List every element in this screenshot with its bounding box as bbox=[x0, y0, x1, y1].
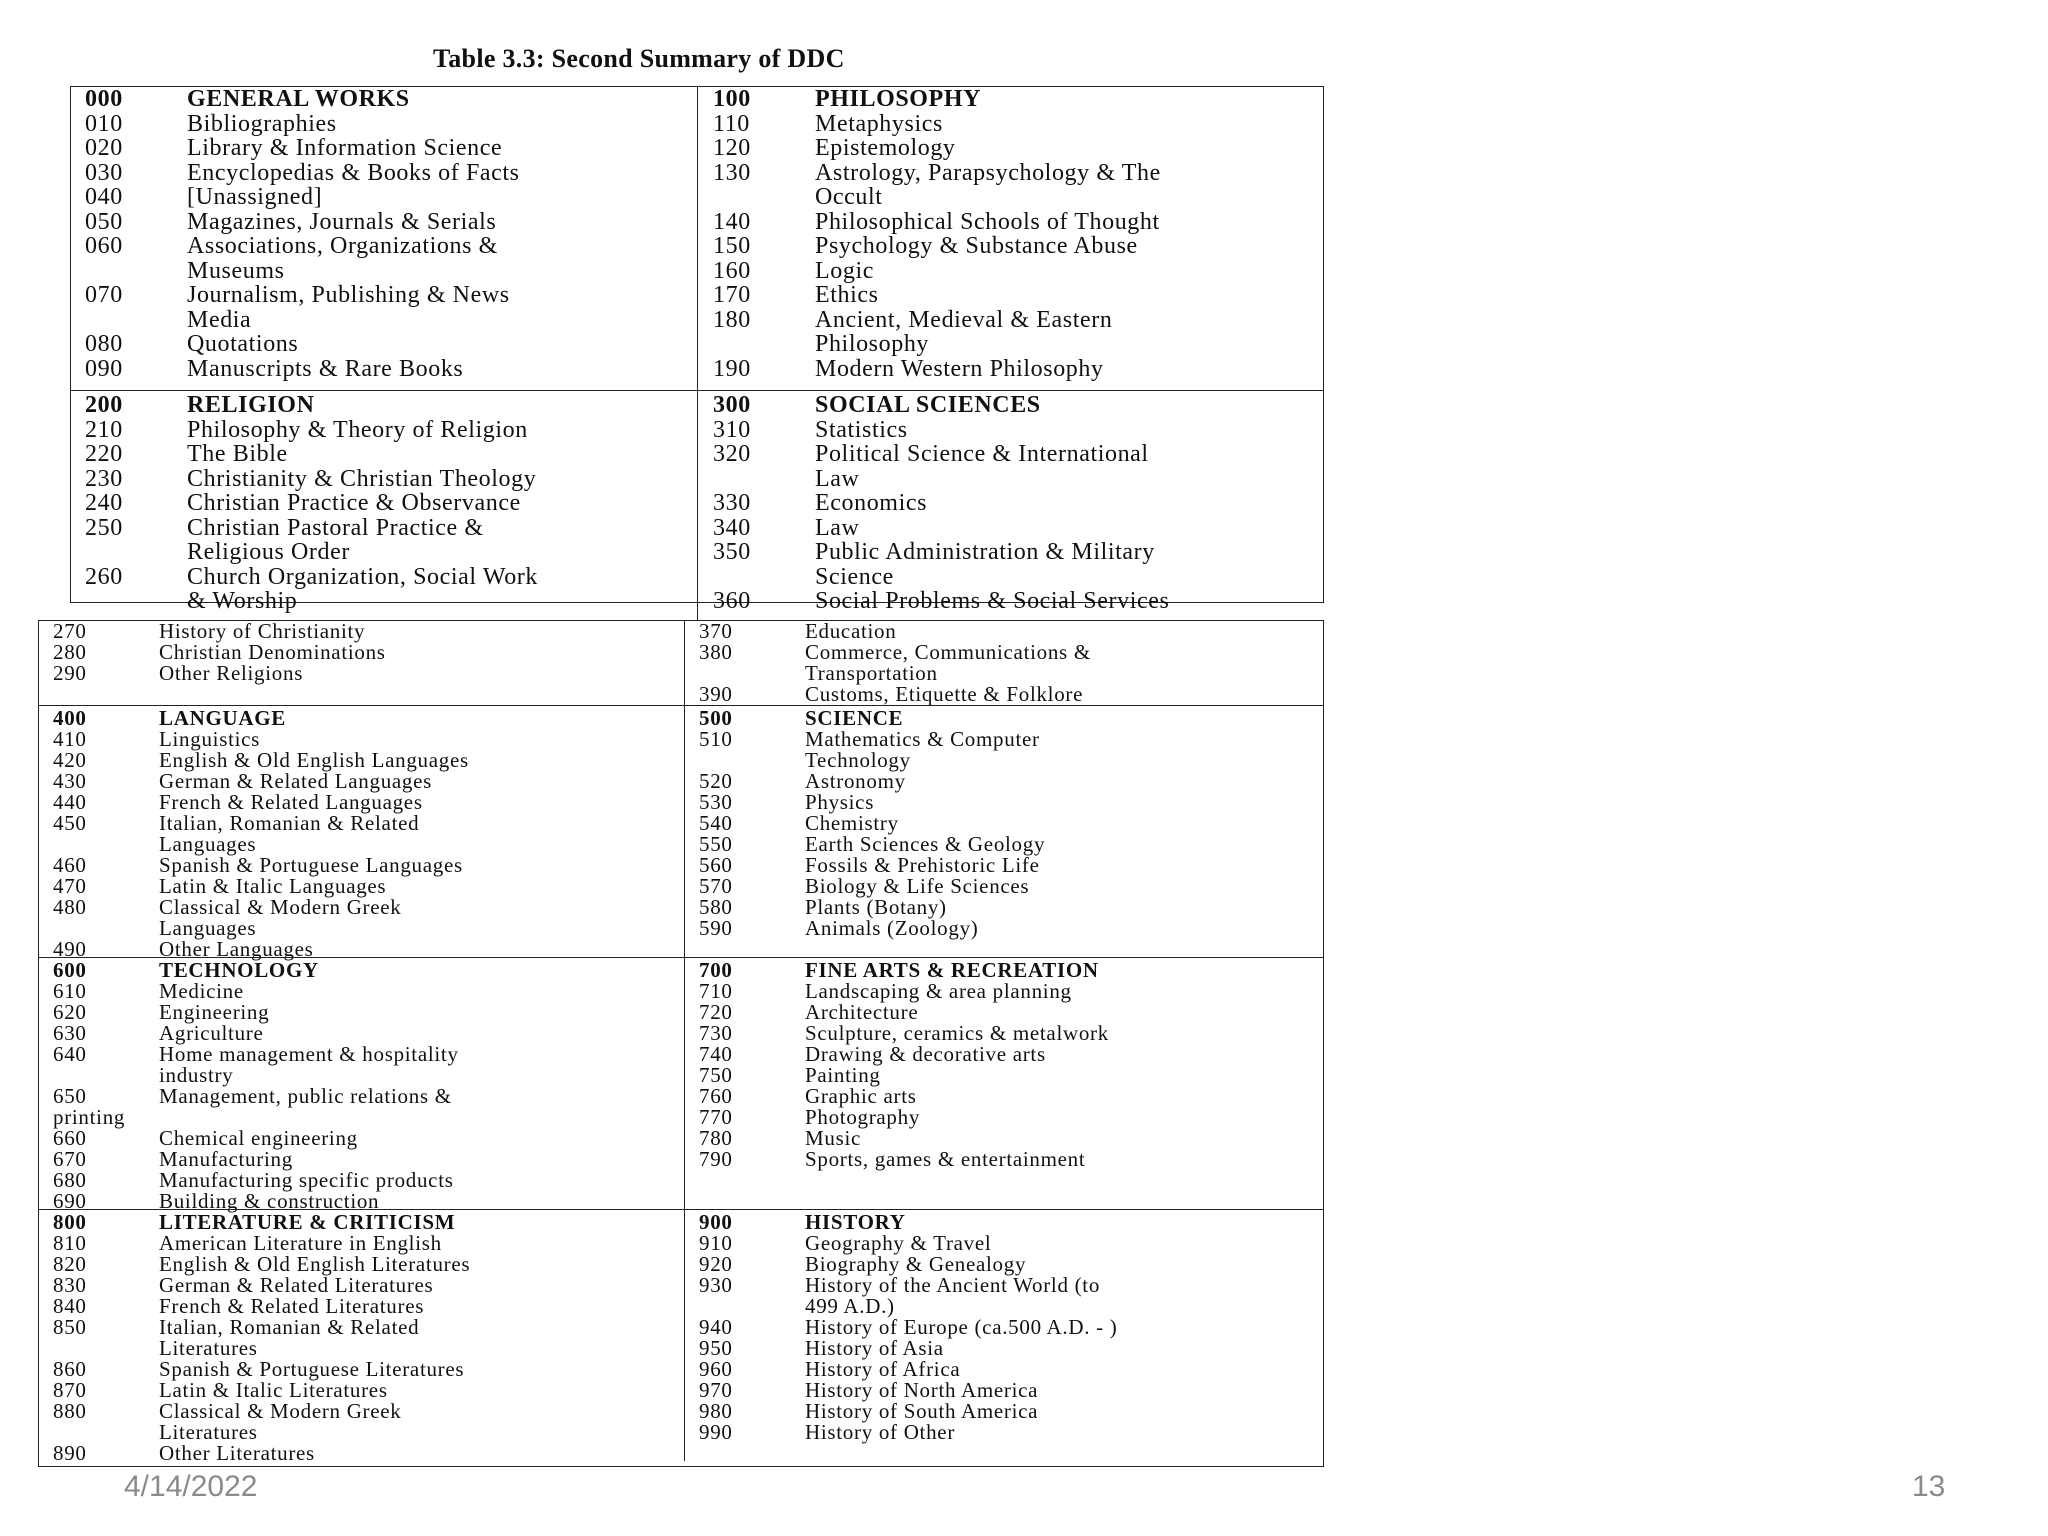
ddc-label: Epistemology bbox=[815, 135, 956, 161]
ddc-label: History of North America bbox=[805, 1378, 1039, 1402]
ddc-label: Library & Information Science bbox=[187, 135, 503, 161]
ddc-code: 380 bbox=[699, 640, 733, 664]
ddc-label: Home management & hospitality bbox=[159, 1042, 459, 1066]
ddc-label: Languages bbox=[159, 832, 257, 856]
ddc-label: German & Related Literatures bbox=[159, 1273, 434, 1297]
ddc-label: Biography & Genealogy bbox=[805, 1252, 1027, 1276]
ddc-label: Physics bbox=[805, 790, 875, 814]
ddc-code: 850 bbox=[53, 1315, 87, 1339]
ddc-code: 130 bbox=[713, 159, 751, 186]
ddc-label: Drawing & decorative arts bbox=[805, 1042, 1046, 1066]
ddc-table-part-2 bbox=[38, 620, 1324, 1467]
ddc-code: 150 bbox=[713, 233, 751, 259]
ddc-code: 170 bbox=[713, 282, 751, 308]
ddc-table-part-1 bbox=[70, 86, 1324, 614]
ddc-label: PHILOSOPHY bbox=[815, 86, 982, 112]
ddc-code: 750 bbox=[699, 1063, 733, 1087]
ddc-label: Geography & Travel bbox=[805, 1231, 992, 1255]
table-section bbox=[39, 621, 1323, 705]
ddc-label: FINE ARTS & RECREATION bbox=[805, 958, 1099, 982]
ddc-label: Architecture bbox=[805, 1000, 919, 1024]
ddc-code: 780 bbox=[699, 1126, 733, 1150]
ddc-code: 270 bbox=[53, 619, 87, 643]
ddc-code: 820 bbox=[53, 1252, 87, 1276]
ddc-label: Chemistry bbox=[805, 811, 899, 835]
ddc-label: Journalism, Publishing & News bbox=[187, 282, 510, 308]
ddc-label: Sculpture, ceramics & metalwork bbox=[805, 1021, 1109, 1045]
ddc-label: Economics bbox=[815, 490, 928, 516]
ddc-code: 550 bbox=[699, 832, 733, 856]
ddc-code: 120 bbox=[713, 135, 751, 161]
ddc-code: 220 bbox=[85, 441, 123, 467]
ddc-code: 970 bbox=[699, 1378, 733, 1402]
ddc-label: Literatures bbox=[159, 1336, 258, 1360]
ddc-label: Spanish & Portuguese Languages bbox=[159, 853, 463, 877]
ddc-code: 590 bbox=[699, 916, 733, 940]
ddc-label: Logic bbox=[815, 257, 874, 284]
ddc-label: Classical & Modern Greek bbox=[159, 895, 402, 919]
ddc-label: Sports, games & entertainment bbox=[805, 1147, 1086, 1171]
ddc-label: Management, public relations & bbox=[159, 1084, 452, 1108]
ddc-label: Magazines, Journals & Serials bbox=[187, 208, 497, 235]
ddc-code: 440 bbox=[53, 790, 87, 814]
ddc-code: 210 bbox=[85, 416, 123, 443]
ddc-code: 180 bbox=[713, 306, 751, 333]
ddc-label: Transportation bbox=[805, 661, 938, 685]
ddc-code: 360 bbox=[713, 588, 751, 614]
ddc-code: 570 bbox=[699, 874, 733, 898]
ddc-label: Building & construction bbox=[159, 1189, 380, 1213]
ddc-label: Languages bbox=[159, 916, 257, 940]
ddc-label: Astrology, Parapsychology & The bbox=[815, 159, 1161, 186]
ddc-label: TECHNOLOGY bbox=[159, 958, 319, 982]
ddc-label: Christian Practice & Observance bbox=[187, 490, 521, 516]
ddc-code: 910 bbox=[699, 1231, 733, 1255]
ddc-code: 600 bbox=[53, 958, 87, 982]
ddc-label: Latin & Italic Literatures bbox=[159, 1378, 388, 1402]
ddc-code: 390 bbox=[699, 682, 733, 706]
ddc-label: & Worship bbox=[187, 588, 298, 614]
ddc-label: Education bbox=[805, 619, 897, 643]
ddc-code: 650 bbox=[53, 1084, 87, 1108]
ddc-label: industry bbox=[159, 1063, 234, 1087]
ddc-label: Other Literatures bbox=[159, 1441, 315, 1465]
ddc-code: printing bbox=[53, 1105, 126, 1129]
ddc-label: Philosophy bbox=[815, 331, 930, 357]
ddc-label: Associations, Organizations & bbox=[187, 233, 498, 259]
ddc-label: Earth Sciences & Geology bbox=[805, 832, 1046, 856]
footer-page-number: 13 bbox=[1912, 1470, 1946, 1503]
ddc-code: 510 bbox=[699, 727, 733, 751]
ddc-code: 140 bbox=[713, 208, 751, 235]
ddc-code: 330 bbox=[713, 490, 751, 516]
ddc-label: Bibliographies bbox=[187, 110, 337, 137]
ddc-label: Mathematics & Computer bbox=[805, 727, 1040, 751]
ddc-label: Italian, Romanian & Related bbox=[159, 1315, 420, 1339]
ddc-label: Engineering bbox=[159, 1000, 270, 1024]
ddc-code: 560 bbox=[699, 853, 733, 877]
ddc-label: Religious Order bbox=[187, 539, 350, 565]
ddc-code: 260 bbox=[85, 563, 123, 590]
ddc-code: 640 bbox=[53, 1042, 87, 1066]
ddc-label: Fossils & Prehistoric Life bbox=[805, 853, 1040, 877]
ddc-code: 710 bbox=[699, 979, 733, 1003]
ddc-code: 530 bbox=[699, 790, 733, 814]
footer-date: 4/14/2022 bbox=[124, 1470, 258, 1503]
ddc-label: Philosophical Schools of Thought bbox=[815, 208, 1160, 235]
ddc-code: 690 bbox=[53, 1189, 87, 1213]
ddc-code: 840 bbox=[53, 1294, 87, 1318]
ddc-label: Social Problems & Social Services bbox=[815, 588, 1170, 614]
ddc-code: 620 bbox=[53, 1000, 87, 1024]
ddc-code: 450 bbox=[53, 811, 87, 835]
column-divider bbox=[684, 706, 685, 957]
ddc-code: 290 bbox=[53, 661, 87, 685]
ddc-code: 990 bbox=[699, 1420, 733, 1444]
ddc-label: History of Christianity bbox=[159, 619, 366, 643]
ddc-label: Other Religions bbox=[159, 661, 304, 685]
ddc-label: Music bbox=[805, 1126, 861, 1150]
ddc-label: Manuscripts & Rare Books bbox=[187, 355, 464, 382]
ddc-label: History of Europe (ca.500 A.D. - ) bbox=[805, 1315, 1118, 1339]
ddc-code: 520 bbox=[699, 769, 733, 793]
ddc-label: LANGUAGE bbox=[159, 706, 286, 730]
ddc-label: History of the Ancient World (to bbox=[805, 1273, 1101, 1297]
ddc-code: 770 bbox=[699, 1105, 733, 1129]
ddc-code: 060 bbox=[85, 233, 123, 259]
ddc-code: 460 bbox=[53, 853, 87, 877]
ddc-code: 350 bbox=[713, 539, 751, 565]
ddc-label: Media bbox=[187, 306, 252, 333]
ddc-code: 830 bbox=[53, 1273, 87, 1297]
ddc-code: 000 bbox=[85, 86, 123, 112]
column-divider bbox=[684, 621, 685, 705]
table-section bbox=[71, 87, 1323, 390]
ddc-label: English & Old English Languages bbox=[159, 748, 469, 772]
ddc-code: 580 bbox=[699, 895, 733, 919]
ddc-code: 610 bbox=[53, 979, 87, 1003]
ddc-label: American Literature in English bbox=[159, 1231, 442, 1255]
ddc-label: Encyclopedias & Books of Facts bbox=[187, 159, 520, 186]
ddc-label: SOCIAL SCIENCES bbox=[815, 392, 1041, 418]
ddc-code: 810 bbox=[53, 1231, 87, 1255]
ddc-code: 410 bbox=[53, 727, 87, 751]
table-section bbox=[39, 1209, 1323, 1465]
ddc-label: Literatures bbox=[159, 1420, 258, 1444]
ddc-code: 790 bbox=[699, 1147, 733, 1171]
ddc-label: Latin & Italic Languages bbox=[159, 874, 387, 898]
table-section bbox=[39, 957, 1323, 1213]
ddc-code: 400 bbox=[53, 706, 87, 730]
ddc-label: German & Related Languages bbox=[159, 769, 433, 793]
ddc-label: Painting bbox=[805, 1063, 881, 1087]
ddc-code: 160 bbox=[713, 257, 751, 284]
ddc-label: Astronomy bbox=[805, 769, 906, 793]
ddc-code: 800 bbox=[53, 1210, 87, 1234]
ddc-label: Linguistics bbox=[159, 727, 261, 751]
ddc-code: 740 bbox=[699, 1042, 733, 1066]
ddc-code: 720 bbox=[699, 1000, 733, 1024]
ddc-label: Quotations bbox=[187, 331, 299, 357]
ddc-label: Agriculture bbox=[159, 1021, 264, 1045]
ddc-label: History of Other bbox=[805, 1420, 956, 1444]
table-section bbox=[39, 705, 1323, 961]
ddc-code: 340 bbox=[713, 514, 751, 541]
ddc-label: Graphic arts bbox=[805, 1084, 917, 1108]
ddc-label: Church Organization, Social Work bbox=[187, 563, 538, 590]
ddc-label: History of Africa bbox=[805, 1357, 961, 1381]
ddc-label: LITERATURE & CRITICISM bbox=[159, 1210, 456, 1234]
ddc-code: 670 bbox=[53, 1147, 87, 1171]
ddc-label: Metaphysics bbox=[815, 110, 943, 137]
ddc-code: 700 bbox=[699, 958, 733, 982]
ddc-label: Biology & Life Sciences bbox=[805, 874, 1030, 898]
ddc-label: 499 A.D.) bbox=[805, 1294, 895, 1318]
ddc-code: 480 bbox=[53, 895, 87, 919]
ddc-label: SCIENCE bbox=[805, 706, 904, 730]
ddc-label: Science bbox=[815, 563, 894, 590]
ddc-label: Landscaping & area planning bbox=[805, 979, 1072, 1003]
ddc-label: Customs, Etiquette & Folklore bbox=[805, 682, 1084, 706]
ddc-label: Chemical engineering bbox=[159, 1126, 358, 1150]
ddc-code: 540 bbox=[699, 811, 733, 835]
ddc-code: 630 bbox=[53, 1021, 87, 1045]
ddc-code: 080 bbox=[85, 331, 123, 357]
ddc-code: 760 bbox=[699, 1084, 733, 1108]
ddc-code: 420 bbox=[53, 748, 87, 772]
ddc-label: Law bbox=[815, 465, 860, 492]
ddc-code: 730 bbox=[699, 1021, 733, 1045]
table-title: Table 3.3: Second Summary of DDC bbox=[433, 44, 845, 73]
ddc-code: 240 bbox=[85, 490, 123, 516]
ddc-label: Christianity & Christian Theology bbox=[187, 465, 537, 492]
ddc-label: Italian, Romanian & Related bbox=[159, 811, 420, 835]
ddc-label: Law bbox=[815, 514, 860, 541]
ddc-code: 870 bbox=[53, 1378, 87, 1402]
ddc-code: 890 bbox=[53, 1441, 87, 1465]
ddc-code: 490 bbox=[53, 937, 87, 961]
ddc-code: 110 bbox=[713, 110, 750, 137]
ddc-code: 040 bbox=[85, 184, 123, 210]
ddc-label: Statistics bbox=[815, 416, 908, 443]
table-section bbox=[71, 390, 1323, 620]
ddc-label: Classical & Modern Greek bbox=[159, 1399, 402, 1423]
ddc-label: Other Languages bbox=[159, 937, 314, 961]
ddc-code: 200 bbox=[85, 392, 123, 418]
ddc-code: 920 bbox=[699, 1252, 733, 1276]
ddc-code: 230 bbox=[85, 465, 123, 492]
ddc-code: 980 bbox=[699, 1399, 733, 1423]
ddc-label: Psychology & Substance Abuse bbox=[815, 233, 1138, 259]
ddc-code: 310 bbox=[713, 416, 751, 443]
ddc-label: [Unassigned] bbox=[187, 184, 323, 210]
ddc-label: Museums bbox=[187, 257, 285, 284]
ddc-code: 100 bbox=[713, 86, 751, 112]
ddc-label: Technology bbox=[805, 748, 911, 772]
ddc-label: HISTORY bbox=[805, 1210, 906, 1234]
ddc-label: French & Related Literatures bbox=[159, 1294, 425, 1318]
ddc-label: French & Related Languages bbox=[159, 790, 423, 814]
ddc-code: 250 bbox=[85, 514, 123, 541]
column-divider bbox=[697, 391, 698, 620]
ddc-label: Commerce, Communications & bbox=[805, 640, 1091, 664]
ddc-label: Spanish & Portuguese Literatures bbox=[159, 1357, 465, 1381]
ddc-label: Manufacturing bbox=[159, 1147, 293, 1171]
column-divider bbox=[684, 1210, 685, 1461]
ddc-label: RELIGION bbox=[187, 392, 315, 418]
ddc-label: Political Science & International bbox=[815, 441, 1149, 467]
ddc-label: Christian Denominations bbox=[159, 640, 386, 664]
ddc-label: Manufacturing specific products bbox=[159, 1168, 454, 1192]
ddc-code: 940 bbox=[699, 1315, 733, 1339]
ddc-label: Plants (Botany) bbox=[805, 895, 947, 919]
ddc-label: Occult bbox=[815, 184, 883, 210]
ddc-code: 010 bbox=[85, 110, 123, 137]
ddc-label: Ethics bbox=[815, 282, 879, 308]
ddc-label: History of Asia bbox=[805, 1336, 944, 1360]
ddc-code: 320 bbox=[713, 441, 751, 467]
ddc-code: 900 bbox=[699, 1210, 733, 1234]
column-divider bbox=[684, 958, 685, 1209]
ddc-code: 300 bbox=[713, 392, 751, 418]
ddc-label: Christian Pastoral Practice & bbox=[187, 514, 484, 541]
ddc-code: 930 bbox=[699, 1273, 733, 1297]
ddc-code: 680 bbox=[53, 1168, 87, 1192]
ddc-code: 090 bbox=[85, 355, 123, 382]
ddc-label: Medicine bbox=[159, 979, 244, 1003]
ddc-label: Modern Western Philosophy bbox=[815, 355, 1104, 382]
ddc-label: History of South America bbox=[805, 1399, 1039, 1423]
ddc-code: 860 bbox=[53, 1357, 87, 1381]
ddc-label: GENERAL WORKS bbox=[187, 86, 410, 112]
ddc-label: Animals (Zoology) bbox=[805, 916, 979, 940]
ddc-label: The Bible bbox=[187, 441, 288, 467]
ddc-code: 470 bbox=[53, 874, 87, 898]
ddc-code: 960 bbox=[699, 1357, 733, 1381]
ddc-label: Public Administration & Military bbox=[815, 539, 1155, 565]
ddc-code: 070 bbox=[85, 282, 123, 308]
ddc-code: 190 bbox=[713, 355, 751, 382]
ddc-code: 030 bbox=[85, 159, 123, 186]
ddc-code: 660 bbox=[53, 1126, 87, 1150]
ddc-label: Photography bbox=[805, 1105, 921, 1129]
ddc-label: Philosophy & Theory of Religion bbox=[187, 416, 528, 443]
ddc-code: 020 bbox=[85, 135, 123, 161]
ddc-code: 430 bbox=[53, 769, 87, 793]
ddc-code: 950 bbox=[699, 1336, 733, 1360]
ddc-label: English & Old English Literatures bbox=[159, 1252, 471, 1276]
ddc-code: 050 bbox=[85, 208, 123, 235]
ddc-label: Ancient, Medieval & Eastern bbox=[815, 306, 1113, 333]
ddc-code: 280 bbox=[53, 640, 87, 664]
ddc-code: 500 bbox=[699, 706, 733, 730]
column-divider bbox=[697, 87, 698, 390]
ddc-code: 370 bbox=[699, 619, 733, 643]
ddc-code: 880 bbox=[53, 1399, 87, 1423]
